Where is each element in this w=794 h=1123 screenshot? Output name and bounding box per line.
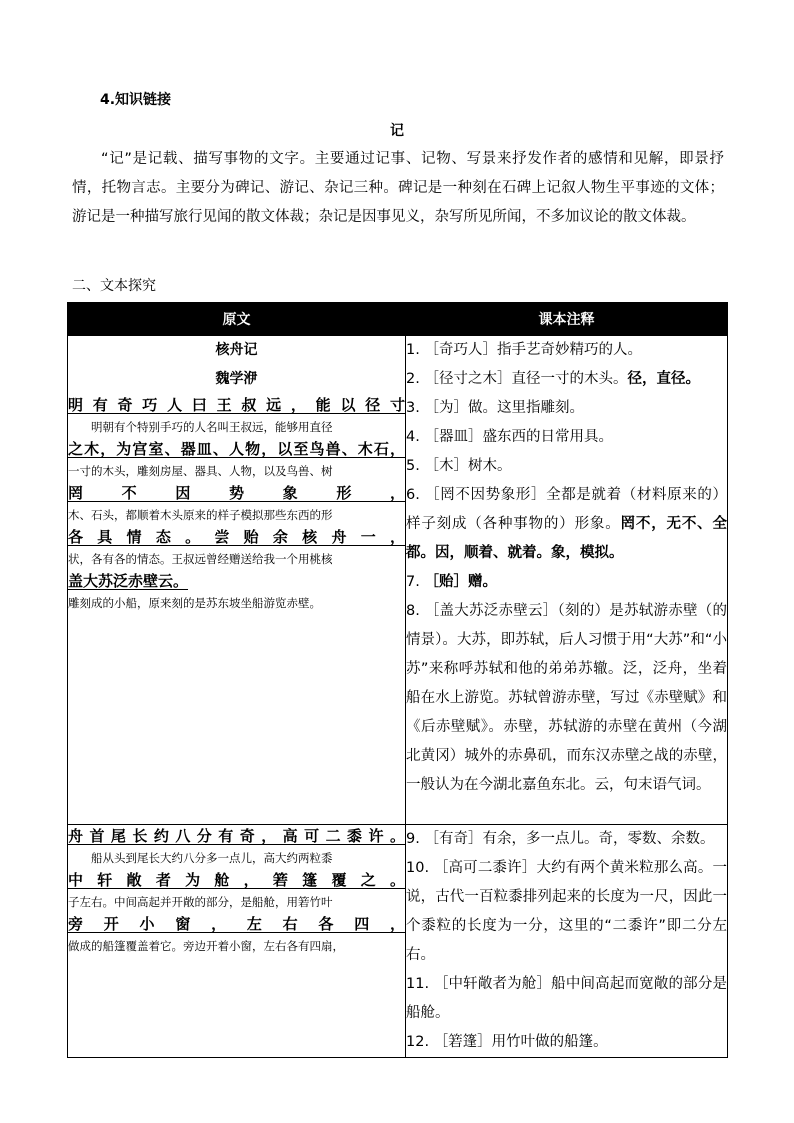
note-item: 11. ［中轩敞者为舱］船中间高起而宽敞的部分是船舱。 <box>406 976 727 1021</box>
original-line: 罔不因势象形， <box>68 484 405 502</box>
note-item: 6. ［罔不因势象形］全都是就着（材料原来的）样子刻成（各种事物的）形象。罔不，无不、全都。因，顺着、就着。象，模拟。 <box>406 487 728 561</box>
translation-line: 一寸的木头，雕刻房屋、器具、人物，以及鸟兽、树 <box>68 464 333 478</box>
knowledge-paragraph: “记”是记载、描写事物的文字。主要通过记事、记物、写景来抒发作者的感情和见解，即景抒情，托物言志。主要分为碑记、游记、杂记三种。碑记是一种刻在石碑上记叙人物生平事迹的文体；游记是一种描写旅行见闻的散文体裁；杂记是因事见义，杂写所见所闻，不多加议论的散文体裁。 <box>72 151 724 225</box>
translation-line: 船从头到尾长大约八分多一点儿，高大约两粒黍 <box>91 851 333 865</box>
article-title: 核舟记 <box>215 342 258 358</box>
note-item: 8. ［盖大苏泛赤壁云］（刻的）是苏轼游赤壁（的情景）。大苏，即苏轼，后人习惯于用“大苏”和“小苏”来称呼苏轼和他的弟弟苏辙。泛，泛舟，坐着船在水上游览。苏轼曾游赤壁，写过《赤壁赋》和《后赤壁赋》。赤壁，苏轼游的赤壁在黄州（今湖北黄冈）城外的赤鼻矶，而东汉赤壁之战的赤壁，一般认为在今湖北嘉鱼东北。云，句末语气词。 <box>406 603 727 793</box>
table-row <box>68 825 728 1058</box>
original-line: 盖大苏泛赤壁云。 <box>68 572 189 590</box>
translation-line: 子左右。中间高起并开敞的部分，是船舱，用箬竹叶 <box>68 895 333 909</box>
translation-line: 明朝有个特别手巧的人名叫王叔远，能够用直径 <box>91 420 333 434</box>
note-item: 7. ［贻］赠。 <box>406 574 497 590</box>
original-line: 旁开小窗，左右各四， <box>68 915 405 933</box>
original-line: 舟首尾长约八分有奇，高可二黍许。 <box>68 827 405 845</box>
translation-line: 木、石头，都顺着木头原来的样子模拟那些东西的形 <box>68 508 333 522</box>
table-row <box>68 336 728 825</box>
note-item: 5. ［木］树木。 <box>406 458 512 474</box>
note-item: 10. ［高可二黍许］大约有两个黄米粒那么高。一说，古代一百粒黍排列起来的长度为一尺，因此一个黍粒的长度为一分，这里的“二黍许”即二分左右。 <box>406 860 727 963</box>
note-item: 2. ［径寸之木］直径一寸的木头。径，直径。 <box>406 371 700 387</box>
translation-line: 雕刻成的小船，原来刻的是苏东坡坐船游览赤壁。 <box>68 596 321 610</box>
header-textbook-notes: 课本注释 <box>406 303 728 336</box>
note-item: 4. ［器皿］盛东西的日常用具。 <box>406 429 613 445</box>
knowledge-title: 记 <box>390 123 404 139</box>
note-item: 3. ［为］做。这里指雕刻。 <box>406 400 584 416</box>
article-author: 魏学洢 <box>215 371 258 387</box>
section-knowledge-heading: 4.知识链接 <box>100 92 172 108</box>
original-cell <box>68 825 406 1058</box>
section-two-heading: 二、文本探究 <box>72 278 156 294</box>
translation-line: 状，各有各的情态。王叔远曾经赠送给我一个用桃核 <box>68 552 333 566</box>
original-line: 各具情态。尝贻余核舟一， <box>68 528 405 546</box>
translation-line: 做成的船篷覆盖着它。旁边开着小窗，左右各有四扇， <box>68 939 344 953</box>
notes-cell <box>406 825 728 1058</box>
original-cell <box>68 336 406 825</box>
header-original-text: 原文 <box>68 303 406 336</box>
notes-cell <box>406 336 728 825</box>
original-line: 中轩敞者为舱，箬篷覆之。 <box>68 871 405 889</box>
table-header-row <box>68 303 728 336</box>
note-item: 1. ［奇巧人］指手艺奇妙精巧的人。 <box>406 342 642 358</box>
note-item: 12. ［箬篷］用竹叶做的船篷。 <box>406 1034 608 1050</box>
original-line: 之木，为宫室、器皿、人物，以至鸟兽、木石， <box>68 440 405 458</box>
note-item: 9. ［有奇］有余，多一点儿。奇，零数、余数。 <box>406 831 715 847</box>
original-line: 明有奇巧人曰王叔远，能以径寸 <box>68 396 405 414</box>
text-study-table <box>67 302 728 1058</box>
